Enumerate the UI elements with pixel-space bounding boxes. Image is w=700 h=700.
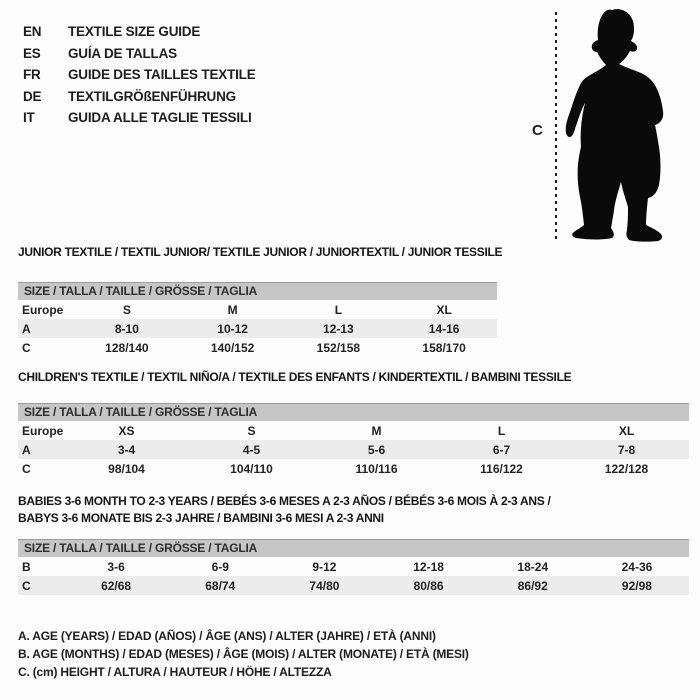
language-row — [23, 43, 256, 65]
size-header-bar: SIZE / TALLA / TAILLE / GRÖSSE / TAGLIA — [18, 282, 497, 300]
row-label: C — [22, 340, 31, 355]
language-code: IT — [23, 110, 35, 125]
size-cell: 152/158 — [316, 340, 361, 355]
size-cell: S — [122, 302, 131, 317]
size-cell: 18-24 — [517, 559, 549, 574]
row-label: A — [22, 321, 31, 336]
size-cell: 5-6 — [367, 442, 386, 457]
size-cell: 158/170 — [422, 340, 466, 355]
size-cell: 128/140 — [105, 340, 149, 355]
table-row — [18, 576, 689, 595]
size-cell: 92/98 — [621, 578, 652, 593]
table-row — [18, 440, 689, 459]
size-header-bar: SIZE / TALLA / TAILLE / GRÖSSE / TAGLIA — [18, 539, 689, 557]
section-title — [18, 245, 503, 259]
size-cell: 98/104 — [108, 461, 145, 476]
size-cell: 80/86 — [413, 578, 444, 593]
table-row — [18, 319, 497, 338]
row-label: B — [22, 559, 31, 574]
footnote-line: A. AGE (YEARS) / EDAD (AÑOS) / ÂGE (ANS) / ALTER (JAHRE) / ETÀ (ANNI) — [18, 629, 436, 643]
language-label: GUIDA ALLE TAGLIE TESSILI — [68, 110, 252, 125]
size-cell: 12-13 — [323, 321, 354, 336]
size-header-bar: SIZE / TALLA / TAILLE / GRÖSSE / TAGLIA — [18, 403, 689, 421]
table-row — [18, 459, 689, 478]
section-title — [18, 493, 689, 527]
size-cell: XL — [436, 302, 452, 317]
child-figure — [528, 0, 700, 252]
size-cell: 116/122 — [480, 461, 523, 476]
language-code: FR — [23, 67, 41, 82]
size-cell: M — [371, 423, 382, 438]
size-cell: 9-12 — [312, 559, 337, 574]
size-cell: L — [497, 423, 506, 438]
size-table-section — [18, 493, 689, 595]
table-row — [18, 557, 689, 576]
language-header — [23, 21, 256, 129]
size-cell: 140/152 — [210, 340, 255, 355]
table-rows — [18, 557, 689, 595]
size-cell: 86/92 — [517, 578, 548, 593]
toddler-silhouette-icon — [564, 6, 699, 246]
language-code: DE — [23, 88, 42, 104]
row-label: C — [22, 578, 31, 593]
section-title-line: CHILDREN'S TEXTILE / TEXTIL NIÑO/A / TEXTILE DES ENFANTS / KINDERTEXTIL / BAMBINI TESSILE — [18, 370, 572, 384]
size-cell: 74/80 — [309, 578, 340, 593]
size-cell: 6-7 — [492, 442, 511, 457]
size-cell: 3-4 — [117, 442, 136, 457]
size-table-section — [18, 371, 689, 478]
size-table-section — [18, 245, 503, 357]
language-row — [23, 107, 256, 129]
height-measure-line — [555, 12, 557, 243]
size-cell: 6-9 — [211, 559, 229, 574]
row-label: Europe — [22, 423, 64, 438]
section-title-line: JUNIOR TEXTILE / TEXTIL JUNIOR/ TEXTILE JUNIOR / JUNIORTEXTIL / JUNIOR TESSILE — [18, 245, 503, 259]
section-title — [18, 371, 689, 384]
table-row — [18, 421, 689, 440]
section-title-line: BABIES 3-6 MONTH TO 2-3 YEARS / BEBÉS 3-6 MESES A 2-3 AÑOS / BÉBÉS 3-6 MOIS À 2-3 ANS / — [18, 494, 551, 508]
size-cell: L — [334, 302, 343, 317]
size-cell: 10-12 — [217, 321, 248, 336]
row-label: C — [22, 461, 31, 476]
size-cell: 24-36 — [621, 559, 653, 574]
row-label: A — [22, 442, 31, 457]
section-title-line: BABYS 3-6 MONATE BIS 2-3 JAHRE / BAMBINI 3-6 MESI A 2-3 ANNI — [18, 511, 384, 525]
size-cell: 14-16 — [428, 321, 460, 336]
table-rows — [18, 300, 497, 357]
size-cell: 62/68 — [101, 578, 132, 593]
table-row — [18, 300, 497, 319]
size-cell: 8-10 — [114, 321, 139, 336]
size-cell: 4-5 — [242, 442, 261, 457]
language-code: EN — [23, 24, 42, 39]
size-cell: XL — [618, 423, 635, 438]
language-row — [23, 64, 256, 86]
size-cell: 68/74 — [205, 578, 236, 593]
size-cell: XS — [118, 423, 135, 438]
language-row — [23, 21, 256, 43]
size-cell: 122/128 — [604, 461, 649, 476]
size-cell: 3-6 — [107, 559, 125, 574]
footnotes — [18, 627, 469, 681]
size-cell: 7-8 — [617, 442, 636, 457]
language-label: GUÍA DE TALLAS — [68, 45, 177, 61]
size-cell: M — [227, 302, 238, 317]
table-row — [18, 338, 497, 357]
table-rows — [18, 421, 689, 478]
size-cell: S — [247, 423, 256, 438]
language-label: TEXTILGRÖßENFÜHRUNG — [68, 88, 236, 104]
language-row — [23, 86, 256, 108]
language-label: TEXTILE SIZE GUIDE — [68, 24, 201, 39]
footnote-line: C. (cm) HEIGHT / ALTURA / HAUTEUR / HÖHE / ALTEZZA — [18, 665, 332, 679]
size-cell: 110/116 — [355, 461, 398, 476]
row-label: Europe — [22, 302, 64, 317]
size-cell: 104/110 — [230, 461, 273, 476]
size-cell: 12-18 — [413, 559, 444, 574]
language-code: ES — [23, 45, 41, 61]
language-label: GUIDE DES TAILLES TEXTILE — [68, 67, 256, 82]
footnote-line: B. AGE (MONTHS) / EDAD (MESES) / ÂGE (MOIS) / ALTER (MONATE) / ETÀ (MESI) — [18, 647, 469, 661]
height-measure-label: C — [532, 122, 543, 139]
